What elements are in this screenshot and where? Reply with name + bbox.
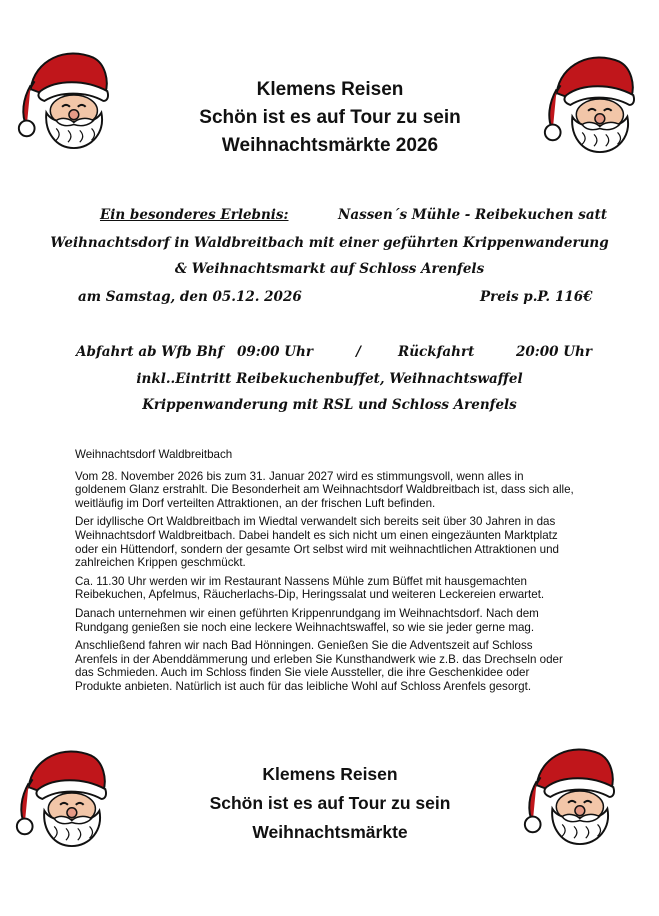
return-time: 20:00 Uhr [516,344,592,360]
santa-claus-icon [522,738,622,848]
header-line-1: Klemens Reisen [256,79,404,100]
footer-line-2: Schön ist es auf Tour zu sein [209,793,451,813]
event-date: am Samstag, den 05.12. 2026 [78,289,302,305]
departure-label: Abfahrt ab Wfb Bhf [76,344,224,360]
included-line-2: Krippenwanderung mit RSL und Schloss Arenfels [142,397,517,413]
price-label: Preis p.P. [480,289,551,305]
footer-line-1: Klemens Reisen [262,764,398,784]
santa-claus-icon [16,42,116,152]
paragraph: Anschließend fahren wir nach Bad Hönningen. Genießen Sie die Adventszeit auf Schloss Arenfels in der Abenddämmerung und erleben Sie Kunsthandwerk wie z.B. das Drechseln oder das Schmieden. Auch im Schloss finden Sie viele Aussteller, die ihre Geschenkidee oder Produkte anbieten. Natürlich ist auch für das leibliche Wohl auf Schloss Arenfels gesorgt. [75,639,563,693]
schedule-separator: / [356,344,361,360]
paragraph: Vom 28. November 2026 bis zum 31. Januar 2027 wird es stimmungsvoll, wenn alles in goldenem Glanz erstrahlt. Die Besonderheit am Weihnachtsdorf Waldbreitbach ist, dass sich alle, weitläufig im Dorf verteilten Attraktionen, an der frischen Luft befinden. [75,469,574,510]
santa-claus-icon [14,740,114,850]
event-line-2: Weihnachtsdorf in Waldbreitbach mit einer geführten Krippenwanderung [50,235,609,251]
departure-time: 09:00 Uhr [237,344,313,360]
special-experience-label: Ein besonderes Erlebnis: [100,207,289,223]
header-title [130,76,530,160]
footer-title [130,760,530,847]
footer-line-3: Weihnachtsmärkte [252,822,408,842]
event-line-3: & Weihnachtsmarkt auf Schloss Arenfels [174,261,485,277]
header-line-2: Schön ist es auf Tour zu sein [199,107,461,128]
included-line-1: inkl..Eintritt Reibekuchenbuffet, Weihnachtswaffel [136,371,523,387]
santa-claus-icon [542,46,642,156]
highlight-text: Nassen´s Mühle - Reibekuchen satt [338,207,608,223]
price-value: 116€ [555,289,593,305]
description-heading: Weihnachtsdorf Waldbreitbach [75,448,233,461]
header-line-3: Weihnachtsmärkte 2026 [221,135,439,156]
paragraph: Ca. 11.30 Uhr werden wir im Restaurant Nassens Mühle zum Büffet mit hausgemachten Reibekuchen, Apfelmus, Räucherlachs-Dip, Heringssalat und weiteren Leckereien erwartet. [75,574,545,602]
return-label: Rückfahrt [398,344,475,360]
description [75,448,575,699]
paragraph: Danach unternehmen wir einen geführten Krippenrundgang im Weihnachtsdorf. Nach dem Rundgang genießen sie noch eine leckere Weihnachtswaffel, so wie sie jeder gerne mag. [75,606,539,634]
paragraph: Der idyllische Ort Waldbreitbach im Wiedtal verwandelt sich bereits seit über 30 Jahren in das Weihnachtsdorf Waldbreitbach. Dabei handelt es sich nicht um einen eingezäunten Marktplatz oder ein Hüttendorf, sondern der gesamte Ort selbst wird mit weihnachtlichen Attraktionen und zahlreichen Krippen geschmückt. [75,515,559,570]
